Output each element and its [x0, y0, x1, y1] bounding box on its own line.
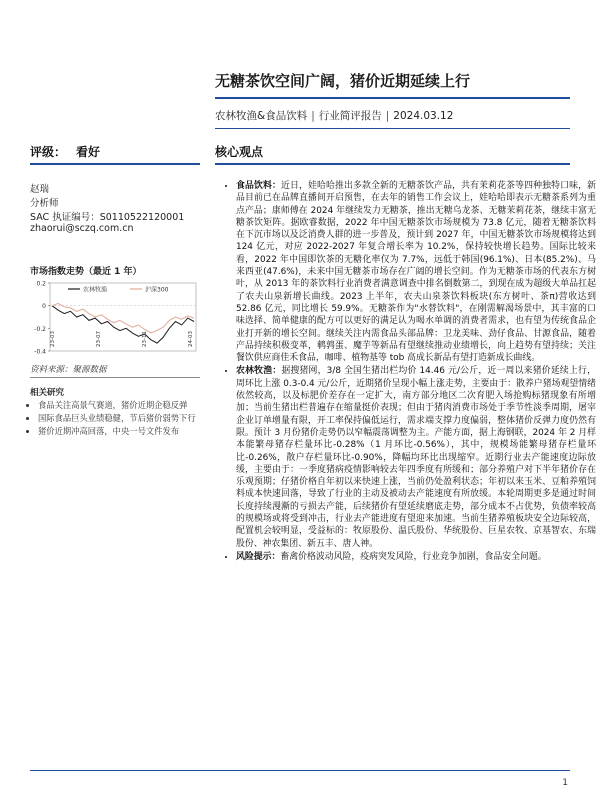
legend-label: 沪深300	[145, 286, 169, 294]
x-tick-label: 23-03	[50, 331, 56, 347]
bullet-text: 畜禽价格波动风险，疫病突发风险，行业竞争加剧，食品安全问题。	[280, 551, 547, 562]
related-title: 相关研究	[30, 388, 65, 398]
series-line-csi300	[52, 303, 194, 333]
section-underline	[215, 163, 570, 165]
market-index-chart	[28, 277, 200, 361]
x-tick-label: 24-03	[188, 331, 194, 347]
series-line-agri	[52, 306, 194, 343]
analyst-name: 赵瑞	[30, 184, 50, 195]
bullet-agriculture	[236, 365, 596, 549]
header-divider	[215, 97, 570, 99]
y-tick-label: -0.2	[34, 325, 46, 333]
bullet-label: 风险提示：	[236, 551, 281, 562]
x-tick-label: 23-11	[142, 331, 148, 347]
sac-number: S0110522120001	[99, 212, 185, 223]
bullet-text: 据搜猪网，3/8 全国生猪出栏均价 14.46 元/公斤，近一周以来猪价延续上行，周环比上涨 0.3-0.4 元/公斤，近期猪价呈现小幅上涨走势，主要由于：散养户猪场观望情绪依然较高，以及标肥价差存在一定扩大，南方部分地区二次育肥入场抢购标猪现象有所增加；当前生猪出栏普遍存在缩量挺价表现；但由于猪肉消费市场处于季节性淡季周期，屠宰企业订单增量有限，开工率保持偏低运行，需求端支撑力度偏弱，整体猪价反弹力度仍然有限。预计 3 月份猪价走势仍以窄幅震荡调整为主。产能方面，据上海钢联，2024 年 2 月样本能繁母猪存栏量环比-0.28%（1 月环比-0.56%），其中，规模场能繁母猪存栏量环比-0.26%，散户存栏量环比-0.90%，降幅均环比出现缩窄。近期行业去产能速度边际放缓，主要由于：一季度猪病疫情影响较去年四季度有所缓和；部分养殖户对下半年猪价存在乐观预期；仔猪价格自年初以来快速上涨，当前仍处盈利状态；年初以来玉米、豆粕养殖饲料成本快速回落，导致了行业的主动及被动去产能速度有所放缓。本轮周期更多是通过时间长度持续漫漸的亏损去产能，后续猪价有望延续磨底走势，部分成本不占优势，负债率较高的规模场或将受到冲击，行业去产能进度有望迎来加速。当前生猪养殖板块安全边际较高，配置机会较明显，受益标的：牧原股份、温氏股份、华统股份、巨星农牧、京基智农、东瑞股份、神农集团、新五丰、唐人神。	[236, 366, 596, 549]
page-number: 1	[562, 778, 568, 788]
x-tick-label: 23-07	[96, 331, 102, 347]
y-tick-label: 0	[42, 303, 46, 311]
analyst-role: 分析师	[30, 198, 59, 209]
rating-label: 评级：	[30, 145, 67, 159]
bullet-label: 农林牧渔：	[236, 366, 282, 377]
analyst-sac	[30, 209, 184, 223]
chart-divider	[30, 377, 200, 378]
core-views-list	[220, 180, 596, 564]
y-tick-label: -0.4	[34, 348, 46, 356]
related-item[interactable]: • 猪价近期冲高回落，中央一号文件发布	[38, 426, 216, 437]
related-item[interactable]: • 国际食品巨头业绩稳健，节后猪价弱势下行	[38, 413, 216, 424]
rating-underline	[30, 163, 200, 165]
related-item[interactable]: • 食品关注高景气赛道，猪价近期企稳反弹	[38, 400, 216, 411]
analyst-email[interactable]: zhaorui@sczq.com.cn	[30, 223, 134, 234]
footer-divider	[30, 770, 570, 771]
bullet-label: 食品饮料：	[236, 181, 282, 191]
chart-source: 资料来源：聚源数据	[30, 365, 107, 375]
sector-label: 农林牧渔&食品饮料	[215, 110, 308, 122]
section-title: 核心观点	[215, 145, 264, 159]
chart-frame	[50, 283, 196, 351]
related-list	[22, 400, 216, 439]
bullet-risk	[236, 551, 596, 563]
chart-title: 市场指数走势（最近 1 年）	[30, 267, 142, 277]
rating	[30, 143, 100, 160]
subtitle-divider	[215, 128, 570, 129]
y-tick-label: 0.2	[36, 280, 46, 288]
report-type: 行业简评报告	[318, 110, 382, 122]
rating-value: 看好	[76, 145, 101, 159]
report-subtitle: 农林牧渔&食品饮料 | 行业简评报告 | 2024.03.12	[215, 110, 454, 122]
report-title: 无糖茶饮空间广阔，猪价近期延续上行	[215, 72, 471, 90]
sac-label: SAC 执证编号：	[30, 212, 100, 223]
report-date: 2024.03.12	[393, 110, 454, 122]
bullet-food-beverage	[236, 180, 596, 364]
bullet-text: 近日，娃哈哈推出多款全新的无糖茶饮产品，共有茉莉花茶等四种独特口味，新品目前已在品牌直播间开启预售，在去年的销售工作会议上，娃哈哈即表示无糖茶系列为重点产品；康师傅在 2024 年继续发力无糖茶，推出无糖乌龙茶、无糖茉莉花茶，继续丰富无糖茶饮矩阵。据欧睿数据，2022 年中国无糖茶饮市场规模为 73.8 亿元，随着无糖茶饮料在下沉市场以及泛消费人群的进一步普及，预计到 2027 年，中国无糖茶饮市场规模将达到 124 亿元，对应 2022-2027 年复合增长率为 10.2%，保持较快增长趋势。国际比较来看，2022 年中国即饮茶的无糖化率仅为 7.7%，远低于韩国(96.1%)、日本(85.2%)、马来西亚(47.6%)，未来中国无糖茶市场存在广阔的增长空间。作为无糖茶市场的代表东方树叶，从 2013 年的茶饮料行业消费者满意调查中排名倒数第二，到现在成为超级大单品扛起了农夫山泉新增长曲线。2023 上半年，农夫山泉茶饮料板块(东方树叶、茶π)营收达到 52.86 亿元，同比增长 59.9%。无糖茶作为"水替饮料"，在刚需解渴场景中，其丰富的口味选择、简单健康的配方可以更好的满足认为喝水单调的消费者需求，也有望为传统食品企业打开新的增长空间。继续关注内需食品头部品牌：卫龙美味、劲仔食品、甘源食品，随着产品持续积极变革，鹌鹑蛋、魔芋等新品有望继续推动业绩增长，向上趋势有望持续；关注餐饮供应商佳禾食品，咖啡、植物基等 tob 高成长新品有望打造新成长曲线。	[236, 181, 596, 364]
legend-label: 农林牧渔	[83, 286, 108, 294]
